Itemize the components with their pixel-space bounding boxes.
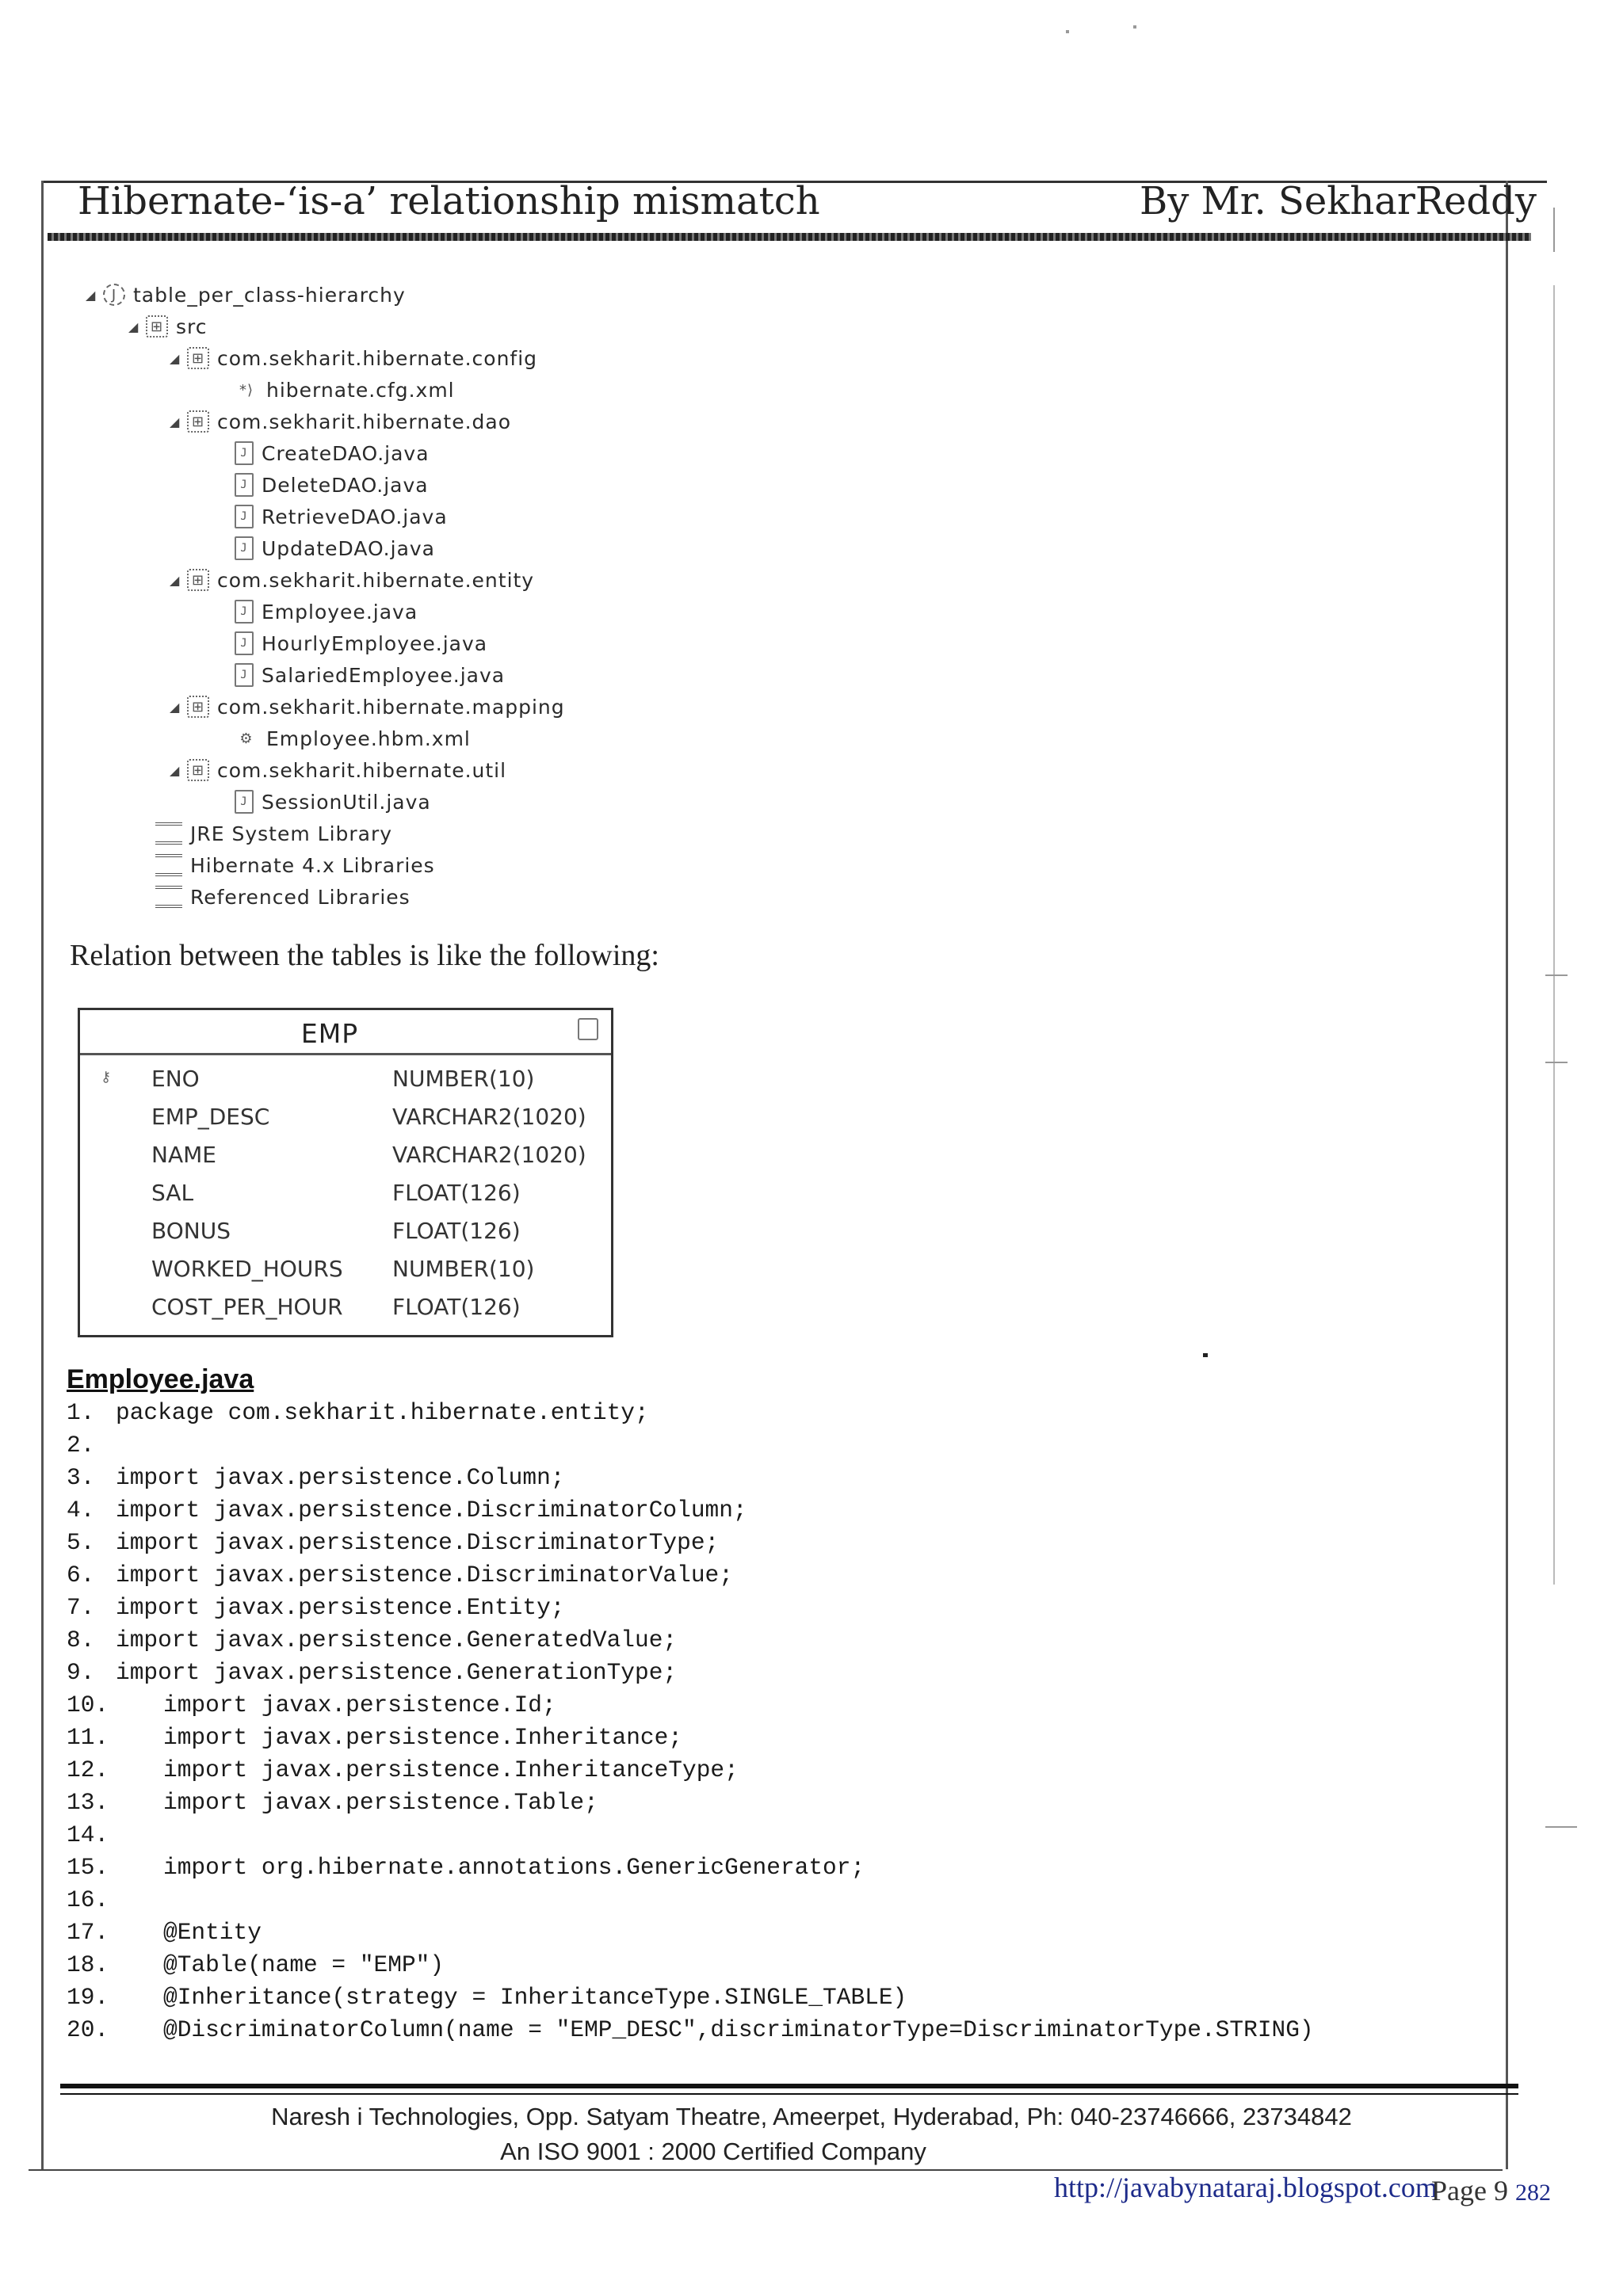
tree-item-label: com.sekharit.hibernate.entity xyxy=(217,568,535,592)
line-number: 15. xyxy=(67,1854,109,1881)
line-number: 14. xyxy=(67,1821,109,1848)
scan-mark xyxy=(1545,974,1568,976)
tree-item-src[interactable] xyxy=(128,311,208,342)
library-icon xyxy=(155,854,182,876)
column-name: COST_PER_HOUR xyxy=(151,1294,343,1320)
line-number: 1. xyxy=(67,1399,95,1426)
code-text: import javax.persistence.DiscriminatorType; xyxy=(116,1529,720,1556)
footer-address: Naresh i Technologies, Opp. Satyam Theatre, Ameerpet, Hyderabad, Ph: 040-23746666, 23734842 xyxy=(271,2103,1352,2130)
tree-item-library[interactable] xyxy=(155,849,435,881)
code-text: import javax.persistence.Table; xyxy=(163,1789,598,1816)
table-row xyxy=(80,1175,611,1210)
table-row xyxy=(80,1289,611,1324)
line-number: 9. xyxy=(67,1659,95,1686)
tree-item-label: Referenced Libraries xyxy=(190,885,411,909)
line-number: 4. xyxy=(67,1497,95,1524)
line-number: 6. xyxy=(67,1562,95,1589)
scan-mark xyxy=(1545,1826,1577,1828)
table-row xyxy=(80,1251,611,1286)
expand-arrow-icon[interactable]: ◢ xyxy=(128,318,139,334)
package-icon: ⊞ xyxy=(187,569,209,591)
code-text: import javax.persistence.GenerationType; xyxy=(116,1659,678,1686)
line-number: 20. xyxy=(67,2016,109,2043)
code-line xyxy=(67,1756,739,1789)
package-icon: ⊞ xyxy=(187,410,209,433)
expand-arrow-icon[interactable]: ◢ xyxy=(86,287,97,303)
tree-item-package-dao[interactable] xyxy=(170,406,511,437)
table-row xyxy=(80,1099,611,1134)
tree-item-label: DeleteDAO.java xyxy=(262,473,429,497)
page-number xyxy=(1431,2174,1551,2207)
java-file-icon: J xyxy=(235,663,254,687)
tree-item-label: JRE System Library xyxy=(190,822,393,845)
page-title: Hibernate-‘is-a’ relationship mismatch xyxy=(78,179,820,223)
expand-arrow-icon[interactable]: ◢ xyxy=(170,572,181,588)
tree-item-label: table_per_class-hierarchy xyxy=(133,283,406,307)
library-icon xyxy=(155,886,182,908)
column-name: SAL xyxy=(151,1180,194,1206)
tree-item-file[interactable] xyxy=(235,659,505,691)
mapping-file-icon: ⚙ xyxy=(239,730,254,747)
code-line xyxy=(67,1984,907,2016)
column-type: FLOAT(126) xyxy=(392,1180,521,1206)
column-type: VARCHAR2(1020) xyxy=(392,1142,586,1168)
line-number: 16. xyxy=(67,1886,109,1913)
code-text: import javax.persistence.Column; xyxy=(116,1464,565,1491)
tree-item-project[interactable] xyxy=(86,279,406,311)
footer-certification: An ISO 9001 : 2000 Certified Company xyxy=(500,2138,926,2165)
code-line xyxy=(67,1821,163,1854)
tree-item-library[interactable] xyxy=(155,818,392,849)
code-text: import javax.persistence.DiscriminatorColumn; xyxy=(116,1497,747,1524)
line-number: 17. xyxy=(67,1919,109,1946)
java-file-icon: J xyxy=(235,631,254,655)
table-title-divider xyxy=(80,1053,611,1055)
project-icon: J xyxy=(103,284,125,306)
tree-item-label: HourlyEmployee.java xyxy=(262,631,488,655)
xml-file-icon: *⟩ xyxy=(239,381,254,399)
code-text: @Entity xyxy=(163,1919,262,1946)
code-line xyxy=(67,1789,598,1821)
code-line xyxy=(67,1886,163,1919)
column-name: NAME xyxy=(151,1142,216,1168)
scan-mark xyxy=(1203,1353,1208,1357)
tree-item-file[interactable] xyxy=(235,596,418,627)
java-file-icon: J xyxy=(235,441,254,465)
java-file-icon: J xyxy=(235,790,254,814)
code-line xyxy=(67,1627,677,1659)
column-name: WORKED_HOURS xyxy=(151,1256,343,1282)
relation-caption: Relation between the tables is like the following: xyxy=(70,939,659,972)
table-row xyxy=(80,1061,611,1096)
code-line xyxy=(67,1529,719,1562)
page-label: Page 9 xyxy=(1431,2175,1508,2206)
tree-item-file[interactable] xyxy=(235,501,448,532)
column-name: ENO xyxy=(151,1066,200,1092)
scan-mark xyxy=(1133,25,1136,29)
java-file-icon: J xyxy=(235,536,254,560)
table-row xyxy=(80,1137,611,1172)
scan-mark xyxy=(1545,1062,1568,1063)
code-text: import javax.persistence.Inheritance; xyxy=(163,1724,683,1751)
code-line xyxy=(67,1399,649,1432)
code-text: package com.sekharit.hibernate.entity; xyxy=(116,1399,649,1426)
column-type: FLOAT(126) xyxy=(392,1218,521,1244)
package-icon: ⊞ xyxy=(187,759,209,781)
footer-rule xyxy=(60,2084,1518,2088)
scan-mark xyxy=(1066,30,1069,33)
tree-item-file[interactable] xyxy=(235,532,435,564)
tree-item-label: com.sekharit.hibernate.dao xyxy=(217,410,512,433)
expand-arrow-icon[interactable]: ◢ xyxy=(170,699,181,715)
code-text: import javax.persistence.InheritanceType; xyxy=(163,1756,739,1783)
tree-item-file[interactable] xyxy=(235,627,487,659)
footer-rule xyxy=(60,2093,1518,2095)
line-number: 19. xyxy=(67,1984,109,2011)
line-number: 10. xyxy=(67,1691,109,1718)
code-line xyxy=(67,1659,677,1691)
tree-item-package-entity[interactable] xyxy=(170,564,534,596)
tree-item-label: com.sekharit.hibernate.util xyxy=(217,758,507,782)
tree-item-file[interactable] xyxy=(235,786,431,818)
line-number: 3. xyxy=(67,1464,95,1491)
header-rule xyxy=(48,233,1531,241)
column-type: VARCHAR2(1020) xyxy=(392,1104,586,1130)
tree-item-label: src xyxy=(176,315,208,338)
tree-item-file[interactable] xyxy=(235,469,429,501)
expand-arrow-icon[interactable]: ◢ xyxy=(170,414,181,429)
source-folder-icon: ⊞ xyxy=(146,315,168,338)
tree-item-label: com.sekharit.hibernate.mapping xyxy=(217,695,565,719)
tree-item-package-util[interactable] xyxy=(170,754,506,786)
line-number: 2. xyxy=(67,1432,95,1459)
java-file-icon: J xyxy=(235,600,254,624)
code-text: import javax.persistence.DiscriminatorValue; xyxy=(116,1562,733,1589)
expand-arrow-icon[interactable]: ◢ xyxy=(170,762,181,778)
scan-mark xyxy=(1553,285,1555,1585)
tree-item-label: com.sekharit.hibernate.config xyxy=(217,346,538,370)
footer-url-link[interactable]: http://javabynataraj.blogspot.com xyxy=(1054,2172,1438,2203)
emp-table xyxy=(78,1008,613,1337)
page-number-overlay: 282 xyxy=(1514,2180,1551,2206)
column-name: EMP_DESC xyxy=(151,1104,270,1130)
line-number: 8. xyxy=(67,1627,95,1653)
code-text: import org.hibernate.annotations.GenericGenerator; xyxy=(163,1854,865,1881)
expand-arrow-icon[interactable]: ◢ xyxy=(170,350,181,366)
code-line xyxy=(67,1594,565,1627)
tree-item-label: SalariedEmployee.java xyxy=(262,663,506,687)
line-number: 12. xyxy=(67,1756,109,1783)
tree-item-label: Employee.hbm.xml xyxy=(266,727,471,750)
code-text: import javax.persistence.GeneratedValue; xyxy=(116,1627,678,1653)
table-row xyxy=(80,1213,611,1248)
code-text: import javax.persistence.Id; xyxy=(163,1691,556,1718)
restore-icon[interactable] xyxy=(578,1018,598,1040)
column-type: FLOAT(126) xyxy=(392,1294,521,1320)
code-line xyxy=(67,1497,747,1529)
tree-item-label: RetrieveDAO.java xyxy=(262,505,448,528)
code-line xyxy=(67,1919,262,1951)
tree-item-label: UpdateDAO.java xyxy=(262,536,436,560)
primary-key-icon: ⚷ xyxy=(101,1069,112,1085)
line-number: 5. xyxy=(67,1529,95,1556)
page-frame-right xyxy=(1506,181,1508,2169)
java-file-icon: J xyxy=(235,473,254,497)
code-line xyxy=(67,1951,444,1984)
code-line xyxy=(67,1691,556,1724)
column-type: NUMBER(10) xyxy=(392,1256,535,1282)
tree-item-file[interactable] xyxy=(235,374,455,406)
column-type: NUMBER(10) xyxy=(392,1066,535,1092)
code-line xyxy=(67,1432,116,1464)
page-frame-left xyxy=(41,181,44,2169)
code-line xyxy=(67,1854,865,1886)
tree-item-file[interactable] xyxy=(235,437,430,469)
package-icon: ⊞ xyxy=(187,696,209,718)
tree-item-package-config[interactable] xyxy=(170,342,537,374)
library-icon xyxy=(155,822,182,845)
tree-item-label: hibernate.cfg.xml xyxy=(266,378,455,402)
java-file-icon: J xyxy=(235,505,254,528)
tree-item-label: Employee.java xyxy=(262,600,418,624)
code-text: @Inheritance(strategy = InheritanceType.SINGLE_TABLE) xyxy=(163,1984,907,2011)
tree-item-library[interactable] xyxy=(155,881,411,913)
code-line xyxy=(67,1724,682,1756)
tree-item-label: SessionUtil.java xyxy=(262,790,431,814)
page-author: By Mr. SekharReddy xyxy=(1140,179,1537,223)
code-text: @Table(name = "EMP") xyxy=(163,1951,445,1978)
column-name: BONUS xyxy=(151,1218,231,1244)
line-number: 11. xyxy=(67,1724,109,1751)
line-number: 18. xyxy=(67,1951,109,1978)
tree-item-file[interactable] xyxy=(235,723,471,754)
line-number: 13. xyxy=(67,1789,109,1816)
tree-item-label: Hibernate 4.x Libraries xyxy=(190,853,435,877)
tree-item-package-mapping[interactable] xyxy=(170,691,565,723)
code-line xyxy=(67,2016,1314,2049)
package-icon: ⊞ xyxy=(187,347,209,369)
code-text: @DiscriminatorColumn(name = "EMP_DESC",discriminatorType=DiscriminatorType.STRING) xyxy=(163,2016,1314,2043)
code-line xyxy=(67,1464,565,1497)
tree-item-label: CreateDAO.java xyxy=(262,441,430,465)
scan-mark xyxy=(1553,208,1555,252)
table-title: EMP xyxy=(300,1018,359,1049)
line-number: 7. xyxy=(67,1594,95,1621)
code-file-heading: Employee.java xyxy=(67,1364,254,1394)
code-line xyxy=(67,1562,733,1594)
code-text: import javax.persistence.Entity; xyxy=(116,1594,565,1621)
